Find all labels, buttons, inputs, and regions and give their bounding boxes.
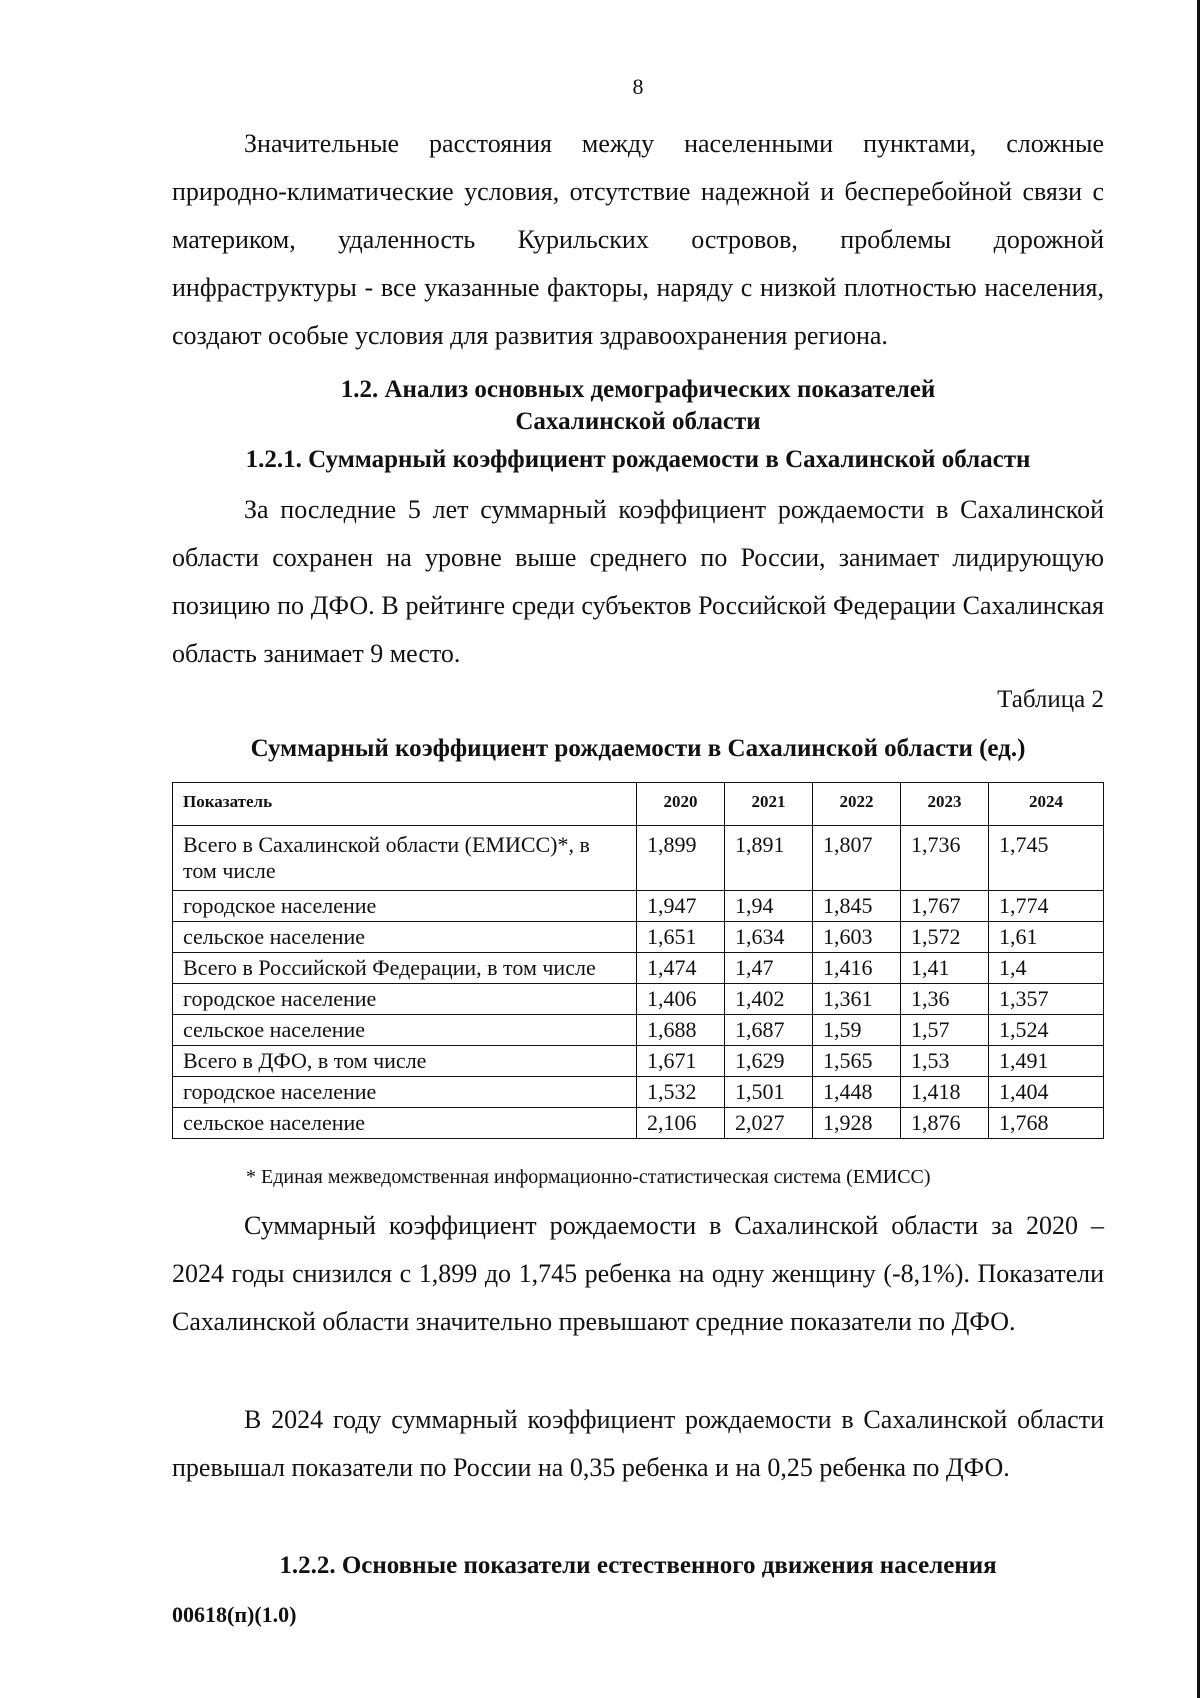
table-cell: 1,572 [901,922,989,953]
table-row [173,826,1104,891]
table-cell: 1,603 [813,922,901,953]
table-cell: 1,94 [725,891,813,922]
table-cell: 1,61 [989,922,1104,953]
paragraph-4 [172,1396,1104,1492]
table-cell: 1,501 [725,1077,813,1108]
table-cell: Всего в Российской Федерации, в том числе [173,953,637,984]
table-cell: 1,57 [901,1015,989,1046]
table-header-cell: 2024 [989,783,1104,826]
section-heading [172,374,1104,438]
table-header-cell: 2023 [901,783,989,826]
paragraph-3-text: Суммарный коэффициент рождаемости в Сахалинской области за 2020 – 2024 годы снизился с 1,899 до 1,745 ребенка на одну женщину (-8,1%). Показатели Сахалинской области значительно превышают средние показатели по ДФО. [172,1211,1104,1336]
table-cell: 2,106 [637,1108,725,1139]
table-header-cell: 2021 [725,783,813,826]
table-cell: 1,532 [637,1077,725,1108]
paragraph-3 [172,1202,1104,1346]
paragraph-2 [172,486,1104,678]
table-cell: 1,736 [901,826,989,891]
table-cell: 1,807 [813,826,901,891]
table-cell: 1,634 [725,922,813,953]
table-cell: 1,4 [989,953,1104,984]
table-cell: 1,36 [901,984,989,1015]
table-cell: 1,899 [637,826,725,891]
table-number: Таблица 2 [997,686,1104,713]
intro-text: Значительные расстояния между населенными пунктами, сложные природно-климатические условия, отсутствие надежной и бесперебойной связи с материком, удаленность Курильских островов, проблемы дорожной инфраструктуры - все указанные факторы, наряду с низкой плотностью населения, создают особые условия для развития здравоохранения региона. [172,129,1104,350]
table-cell: 1,845 [813,891,901,922]
table-cell: 1,53 [901,1046,989,1077]
page-number: 8 [632,74,644,99]
document-code: 00618(п)(1.0) [172,1602,297,1627]
table-cell: 1,651 [637,922,725,953]
table-cell: 1,565 [813,1046,901,1077]
table-cell: 1,768 [989,1108,1104,1139]
table-cell: 1,687 [725,1015,813,1046]
table-cell: 1,745 [989,826,1104,891]
table-cell: 1,357 [989,984,1104,1015]
table-cell: 1,59 [813,1015,901,1046]
table-row [173,1015,1104,1046]
table-cell: Всего в Сахалинской области (ЕМИСС)*, в том числе [173,826,637,891]
table-row [173,891,1104,922]
table-header-cell: 2020 [637,783,725,826]
table-row [173,953,1104,984]
table-cell: сельское население [173,922,637,953]
table-row [173,1108,1104,1139]
table-header-cell: 2022 [813,783,901,826]
table-cell: 1,402 [725,984,813,1015]
paragraph-2-text: За последние 5 лет суммарный коэффициент рождаемости в Сахалинской области сохранен на уровне выше среднего по России, занимает лидирующую позицию по ДФО. В рейтинге среди субъектов Российской Федерации Сахалинская область занимает 9 место. [172,495,1104,668]
table-footnote: * Единая межведомственная информационно-статистическая система (ЕМИСС) [246,1166,931,1188]
table-cell: 1,361 [813,984,901,1015]
intro-paragraph [172,120,1104,360]
table-cell: сельское население [173,1015,637,1046]
table-cell: 1,406 [637,984,725,1015]
table-cell: 1,767 [901,891,989,922]
table-cell: 1,876 [901,1108,989,1139]
table-cell: городское население [173,984,637,1015]
table-cell: 1,524 [989,1015,1104,1046]
table-cell: 1,491 [989,1046,1104,1077]
table-cell: сельское население [173,1108,637,1139]
table-row [173,1046,1104,1077]
table-cell: 1,671 [637,1046,725,1077]
table-row [173,984,1104,1015]
table-cell: 1,474 [637,953,725,984]
table-header-cell: Показатель [173,783,637,826]
paragraph-4-text: В 2024 году суммарный коэффициент рождаемости в Сахалинской области превышал показатели по России на 0,35 ребенка и на 0,25 ребенка по ДФО. [172,1405,1104,1482]
subsection-heading: 1.2.1. Суммарный коэффициент рождаемости в Сахалинской областн [245,446,1031,473]
table-cell: городское население [173,891,637,922]
table-row [173,922,1104,953]
table-cell: 1,418 [901,1077,989,1108]
table-cell: городское население [173,1077,637,1108]
table-cell: 1,947 [637,891,725,922]
table-cell: 1,47 [725,953,813,984]
section-heading-line2: Сахалинской области [515,408,761,435]
table-cell: 1,404 [989,1077,1104,1108]
table-row [173,1077,1104,1108]
table-cell: 1,774 [989,891,1104,922]
next-section-heading: 1.2.2. Основные показатели естественного движения населения [279,1552,997,1579]
table-cell: 1,688 [637,1015,725,1046]
table-caption: Суммарный коэффициент рождаемости в Сахалинской области (ед.) [250,735,1026,762]
table-cell: 1,416 [813,953,901,984]
table-cell: Всего в ДФО, в том числе [173,1046,637,1077]
table-cell: 1,629 [725,1046,813,1077]
table-cell: 1,928 [813,1108,901,1139]
table-header-row [173,783,1104,826]
table-cell: 1,891 [725,826,813,891]
fertility-table [172,782,1104,1139]
section-heading-line1: 1.2. Анализ основных демографических показателей [340,376,936,403]
table-cell: 1,448 [813,1077,901,1108]
table-cell: 1,41 [901,953,989,984]
table-cell: 2,027 [725,1108,813,1139]
